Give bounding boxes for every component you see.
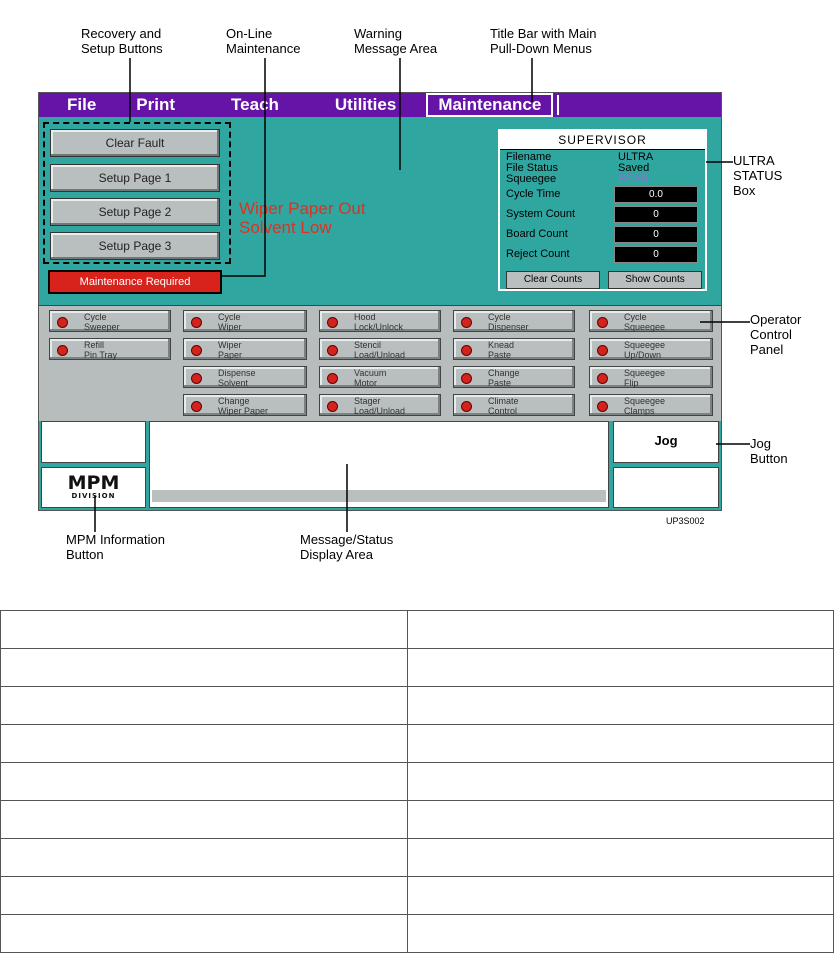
callout-mpm-info: [66, 532, 165, 562]
callout-line: Box: [733, 183, 756, 198]
control-button-label: [488, 340, 514, 360]
mpm-logo-subtext: DIVISION: [71, 492, 116, 500]
callout-line: Title Bar with Main: [490, 26, 597, 41]
table-row: [1, 725, 834, 763]
control-button-label: [624, 396, 665, 416]
count-value: 0: [614, 246, 698, 263]
count-value: 0: [614, 206, 698, 223]
count-label: System Count: [506, 208, 576, 220]
mpm-logo-text: MPM: [67, 472, 120, 494]
control-label-line: Pin Tray: [84, 350, 118, 360]
control-label-line: Stager: [354, 396, 381, 406]
main-area: [39, 117, 721, 305]
table-cell: [1, 801, 408, 839]
callout-recovery-setup: [81, 26, 163, 56]
table-cell: [408, 763, 834, 801]
callout-line: Operator: [750, 312, 802, 327]
control-label-line: Squeegee: [624, 396, 666, 406]
table-row: [1, 649, 834, 687]
led-indicator-icon: [191, 401, 202, 412]
led-indicator-icon: [461, 401, 472, 412]
warning-line: Wiper Paper Out: [239, 199, 366, 218]
control-label-line: Lock/Unlock: [354, 322, 404, 332]
control-button-label: [624, 368, 665, 388]
led-indicator-icon: [461, 317, 472, 328]
control-label-line: Paper: [218, 350, 243, 360]
callout-line: On-Line: [226, 26, 273, 41]
bottom-area: [39, 421, 721, 510]
menu-utilities[interactable]: Utilities: [334, 95, 397, 114]
control-button[interactable]: [589, 338, 713, 360]
callout-line: Button: [66, 547, 104, 562]
count-value: 0: [614, 226, 698, 243]
count-label: Reject Count: [506, 248, 570, 260]
control-button-label: [84, 340, 117, 360]
callout-line: Display Area: [300, 547, 373, 562]
table-row: [1, 611, 834, 649]
control-button-label: [354, 340, 405, 360]
warning-message-area: [239, 199, 366, 237]
control-button[interactable]: [319, 394, 441, 416]
control-button[interactable]: [49, 338, 171, 360]
control-label-line: Knead: [488, 340, 515, 350]
led-indicator-icon: [597, 401, 608, 412]
callout-ultra-status: [733, 153, 782, 198]
callout-line: Pull-Down Menus: [490, 41, 592, 56]
message-scrollbar[interactable]: [152, 490, 606, 502]
led-indicator-icon: [597, 317, 608, 328]
control-label-line: Cycle: [218, 312, 241, 322]
control-button[interactable]: [319, 366, 441, 388]
table-cell: [1, 649, 408, 687]
mpm-information-button[interactable]: [41, 467, 146, 508]
led-indicator-icon: [597, 345, 608, 356]
control-label-line: Solvent: [218, 378, 249, 388]
maintenance-required-button[interactable]: Maintenance Required: [48, 270, 222, 294]
status-key: Filename: [506, 151, 552, 163]
control-button[interactable]: [453, 394, 575, 416]
control-button[interactable]: [319, 338, 441, 360]
control-label-line: Load/Unload: [354, 406, 406, 416]
led-indicator-icon: [57, 317, 68, 328]
control-button-label: [354, 312, 403, 332]
count-label: Cycle Time: [506, 188, 561, 200]
control-label-line: Wiper: [218, 340, 242, 350]
setup-page-2-button[interactable]: Setup Page 2: [50, 198, 220, 226]
control-label-line: Motor: [354, 378, 378, 388]
control-button[interactable]: [453, 338, 575, 360]
control-button[interactable]: [589, 366, 713, 388]
setup-page-1-button[interactable]: Setup Page 1: [50, 164, 220, 192]
table-cell: [1, 877, 408, 915]
control-button[interactable]: [183, 310, 307, 332]
status-key: Squeegee: [506, 173, 557, 185]
led-indicator-icon: [327, 345, 338, 356]
control-label-line: Cycle: [488, 312, 511, 322]
table-cell: [1, 915, 408, 953]
control-button-label: [218, 396, 268, 416]
status-row-squeegee: [506, 173, 649, 185]
led-indicator-icon: [191, 345, 202, 356]
control-button-label: [488, 368, 520, 388]
jog-button[interactable]: Jog: [613, 421, 719, 463]
menu-print[interactable]: Print: [136, 95, 176, 114]
recovery-setup-group: [43, 122, 231, 264]
title-menu-bar: [39, 93, 721, 117]
led-indicator-icon: [57, 345, 68, 356]
callout-operator-panel: [750, 312, 801, 357]
control-label-line: Cycle: [624, 312, 647, 322]
control-button[interactable]: [589, 394, 713, 416]
control-label-line: Vacuum: [354, 368, 387, 378]
machine-screen: [38, 92, 722, 511]
control-label-line: Refill: [84, 340, 105, 350]
count-value: 0.0: [614, 186, 698, 203]
control-label-line: Squeegee: [624, 340, 666, 350]
blank-info-box: [41, 421, 146, 463]
callout-online-maintenance: [226, 26, 300, 56]
status-title: SUPERVISOR: [500, 131, 705, 150]
menu-file[interactable]: File: [67, 95, 97, 114]
table-cell: [408, 915, 834, 953]
control-button-label: [624, 340, 665, 360]
control-button-label: [354, 368, 386, 388]
callout-line: Control: [750, 327, 792, 342]
status-value: ULTRA: [618, 151, 654, 163]
status-key: File Status: [506, 162, 558, 174]
table-cell: [1, 763, 408, 801]
control-button[interactable]: [589, 310, 713, 332]
table-cell: [408, 801, 834, 839]
callout-line: ULTRA: [733, 153, 775, 168]
callout-line: Message/Status: [300, 532, 394, 547]
show-counts-button[interactable]: Show Counts: [608, 271, 702, 289]
table-cell: [408, 725, 834, 763]
table-row: [1, 839, 834, 877]
figure-code: UP3S002: [666, 516, 705, 526]
control-label-line: Squeegee: [624, 368, 666, 378]
control-label-line: Control: [488, 406, 518, 416]
table-row: [1, 801, 834, 839]
status-value: REAR: [618, 173, 649, 185]
control-button-label: [218, 340, 242, 360]
control-button-label: [488, 312, 529, 332]
control-label-line: Dispense: [218, 368, 256, 378]
status-count-board: [506, 227, 659, 242]
control-button-label: [488, 396, 519, 416]
table-cell: [1, 687, 408, 725]
status-count-reject: [506, 247, 659, 262]
clear-fault-button[interactable]: Clear Fault: [50, 129, 220, 157]
control-button-label: [354, 396, 405, 416]
callout-line: Warning: [354, 26, 402, 41]
table-cell: [408, 649, 834, 687]
ultra-status-box: [498, 129, 707, 291]
menu-teach[interactable]: Teach: [231, 95, 279, 114]
message-status-display: [149, 421, 609, 508]
control-button[interactable]: [183, 366, 307, 388]
control-label-line: Load/Unload: [354, 350, 406, 360]
control-label-line: Hood: [354, 312, 376, 322]
led-indicator-icon: [327, 401, 338, 412]
control-label-line: Paste: [488, 378, 512, 388]
callout-line: Setup Buttons: [81, 41, 163, 56]
control-label-line: Dispenser: [488, 322, 529, 332]
control-button[interactable]: [319, 310, 441, 332]
callout-line: Message Area: [354, 41, 438, 56]
callout-message-area: [300, 532, 393, 562]
control-label-line: Change: [218, 396, 250, 406]
callout-title-bar: [490, 26, 596, 56]
status-count-system: [506, 207, 659, 222]
led-indicator-icon: [191, 373, 202, 384]
setup-page-3-button[interactable]: Setup Page 3: [50, 232, 220, 260]
control-button[interactable]: [49, 310, 171, 332]
status-value: Saved: [618, 162, 650, 174]
table-cell: [408, 877, 834, 915]
control-button[interactable]: [183, 338, 307, 360]
status-count-cycle-time: [506, 187, 663, 202]
callout-line: Button: [750, 451, 788, 466]
callout-warning-area: [354, 26, 437, 56]
callout-line: MPM Information: [66, 532, 165, 547]
control-button-label: [624, 312, 665, 332]
led-indicator-icon: [597, 373, 608, 384]
control-button[interactable]: [453, 366, 575, 388]
led-indicator-icon: [327, 317, 338, 328]
led-indicator-icon: [191, 317, 202, 328]
led-indicator-icon: [327, 373, 338, 384]
menu-end-box: [557, 95, 589, 115]
operator-control-panel: [39, 305, 721, 422]
control-label-line: Clamps: [624, 406, 655, 416]
control-button-label: [84, 312, 120, 332]
callout-line: Jog: [750, 436, 771, 451]
mpm-logo: [42, 474, 145, 500]
table-cell: [408, 839, 834, 877]
table-row: [1, 915, 834, 953]
count-label: Board Count: [506, 228, 568, 240]
empty-table: [0, 610, 834, 953]
table-row: [1, 763, 834, 801]
table-row: [1, 877, 834, 915]
warning-line: Solvent Low: [239, 218, 332, 237]
table-cell: [1, 611, 408, 649]
callout-line: Recovery and: [81, 26, 162, 41]
clear-counts-button[interactable]: Clear Counts: [506, 271, 600, 289]
table-cell: [1, 839, 408, 877]
control-label-line: Change: [488, 368, 520, 378]
control-label-line: Stencil: [354, 340, 382, 350]
table-cell: [1, 725, 408, 763]
control-label-line: Wiper: [218, 322, 242, 332]
control-label-line: Sweeper: [84, 322, 120, 332]
callout-line: Maintenance: [226, 41, 301, 56]
control-label-line: Squeegee: [624, 322, 666, 332]
control-button[interactable]: [453, 310, 575, 332]
blank-lower-right-box: [613, 467, 719, 508]
control-label-line: Wiper Paper: [218, 406, 269, 416]
control-button-label: [218, 312, 242, 332]
led-indicator-icon: [461, 345, 472, 356]
control-label-line: Cycle: [84, 312, 107, 322]
control-button[interactable]: [183, 394, 307, 416]
menu-maintenance[interactable]: Maintenance: [426, 93, 553, 117]
control-label-line: Paste: [488, 350, 512, 360]
callout-line: Panel: [750, 342, 784, 357]
callout-jog-button: [750, 436, 788, 466]
control-label-line: Climate: [488, 396, 519, 406]
control-label-line: Up/Down: [624, 350, 662, 360]
control-label-line: Flip: [624, 378, 639, 388]
table-cell: [408, 687, 834, 725]
led-indicator-icon: [461, 373, 472, 384]
table-row: [1, 687, 834, 725]
callout-line: STATUS: [733, 168, 783, 183]
table-cell: [408, 611, 834, 649]
control-button-label: [218, 368, 256, 388]
